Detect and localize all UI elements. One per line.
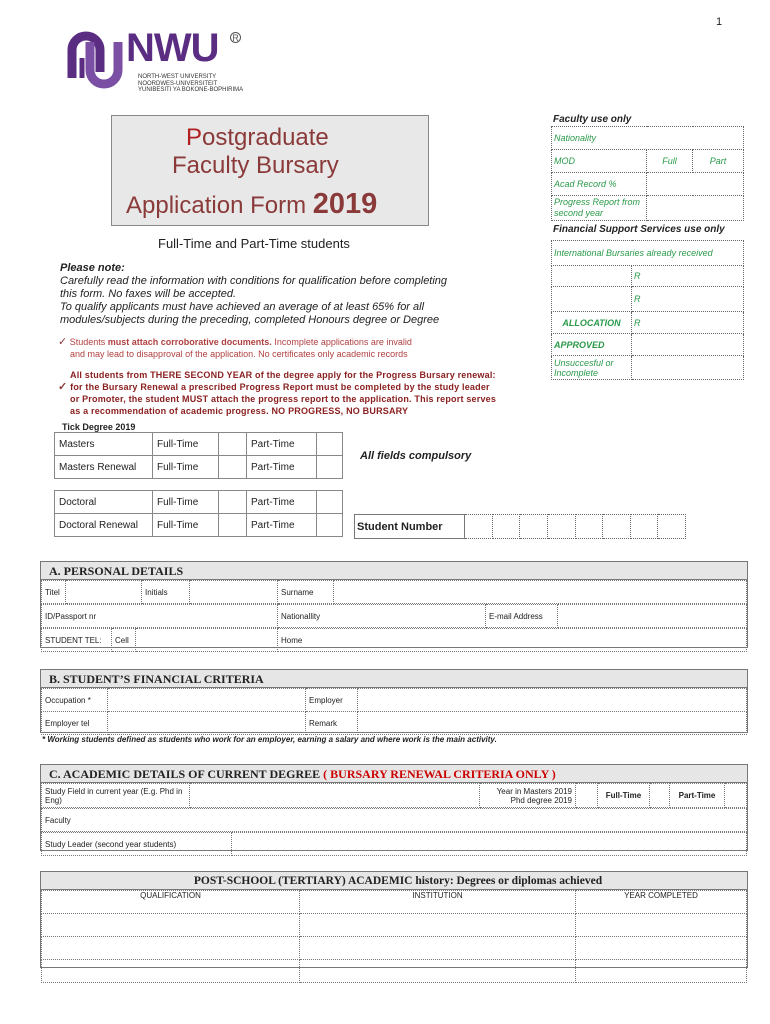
student-number-digit[interactable] bbox=[575, 515, 603, 539]
history-cell[interactable] bbox=[300, 937, 576, 960]
occupation-label: Occupation * bbox=[42, 689, 108, 712]
home-label: Home bbox=[278, 629, 747, 652]
year-label: Year in Masters 2019 Phd degree 2019 bbox=[480, 784, 576, 808]
masters-parttime: Part-Time bbox=[247, 433, 317, 456]
doctoral-renewal-pt-box[interactable] bbox=[317, 514, 343, 537]
study-field-input[interactable] bbox=[190, 784, 480, 808]
email-field[interactable] bbox=[558, 605, 747, 628]
student-number-digit[interactable] bbox=[520, 515, 548, 539]
employer-label: Employer bbox=[306, 689, 358, 712]
nationality-label: Nationality bbox=[552, 127, 744, 150]
doctoral-renewal-ft-box[interactable] bbox=[219, 514, 247, 537]
remark-label: Remark bbox=[306, 712, 358, 735]
initials-field[interactable] bbox=[190, 581, 278, 604]
student-number-digit[interactable] bbox=[547, 515, 575, 539]
section-personal-details bbox=[40, 561, 748, 648]
section-b-heading: B. STUDENT’S FINANCIAL CRITERIA bbox=[41, 670, 747, 688]
occupation-field[interactable] bbox=[108, 689, 306, 712]
masters-label: Masters bbox=[55, 433, 153, 456]
student-tel-label: STUDENT TEL: bbox=[42, 629, 112, 652]
masters-renewal-label: Masters Renewal bbox=[55, 456, 153, 479]
acad-record-field[interactable] bbox=[647, 173, 744, 196]
unsuccessful-label: Unsuccesful or Incomplete bbox=[552, 356, 632, 380]
history-cell[interactable] bbox=[300, 914, 576, 937]
history-cell[interactable] bbox=[42, 960, 300, 983]
bullet-documents: ✓ Students must attach corroborative documents. Incomplete applications are invalid and may lead to disapproval of the application. No certificates only academic records bbox=[58, 336, 412, 359]
check-icon: ✓ bbox=[58, 336, 68, 348]
surname-field[interactable] bbox=[334, 581, 747, 604]
mod-part[interactable]: Part bbox=[693, 150, 744, 173]
mod-full[interactable]: Full bbox=[647, 150, 693, 173]
student-number-digit[interactable] bbox=[658, 515, 686, 539]
doctoral-pt-box[interactable] bbox=[317, 491, 343, 514]
page-number: 1 bbox=[716, 16, 723, 28]
financial-use-title: Financial Support Services use only bbox=[553, 224, 725, 235]
qualification-header: QUALIFICATION bbox=[42, 891, 300, 914]
nationality-label-a: Nationallity bbox=[278, 605, 486, 628]
degree-table-top bbox=[54, 432, 343, 479]
parttime-label: Part-Time bbox=[670, 784, 725, 808]
masters-renewal-ft-box[interactable] bbox=[219, 456, 247, 479]
doctoral-fulltime: Full-Time bbox=[153, 491, 219, 514]
section-academic-details bbox=[40, 764, 748, 851]
cell-label: Cell bbox=[112, 629, 136, 652]
history-heading: POST-SCHOOL (TERTIARY) ACADEMIC history: Degrees or diplomas achieved bbox=[41, 872, 747, 890]
bullet-progress: All students from THERE SECOND YEAR of the degree apply for the Progress Bursary renewal: ✓ for the Bursary Renewal a prescribed Progress Report must be completed by the study leader or Promoter, the student MUST attach the progress report to the application. This report serves as a recommendation of academic progress. NO PROGRESS, NO BURSARY bbox=[58, 370, 497, 416]
id-passport-label: ID/Passport nr bbox=[42, 605, 278, 628]
study-field-label: Study Field in current year (E.g. Phd in Eng) bbox=[42, 784, 190, 808]
year-box[interactable] bbox=[576, 784, 598, 808]
doctoral-parttime: Part-Time bbox=[247, 491, 317, 514]
fulltime-box[interactable] bbox=[650, 784, 670, 808]
title-line-1: Postgraduate bbox=[186, 124, 329, 151]
tick-degree-title: Tick Degree 2019 bbox=[62, 422, 136, 432]
masters-pt-box[interactable] bbox=[317, 433, 343, 456]
student-number-digit[interactable] bbox=[630, 515, 658, 539]
approved-field[interactable] bbox=[632, 334, 744, 356]
student-number-digit[interactable] bbox=[465, 515, 493, 539]
allocation-field[interactable]: R bbox=[632, 312, 744, 334]
r-field-2[interactable]: R bbox=[632, 287, 744, 312]
history-cell[interactable] bbox=[576, 937, 747, 960]
financial-use-table bbox=[551, 240, 744, 380]
title-line-3: Application Form 2019 bbox=[126, 188, 378, 220]
doctoral-renewal-fulltime: Full-Time bbox=[153, 514, 219, 537]
student-number-digit[interactable] bbox=[603, 515, 631, 539]
check-icon: ✓ bbox=[58, 381, 68, 393]
initials-label: Initials bbox=[142, 581, 190, 604]
faculty-label: Faculty bbox=[42, 809, 747, 832]
faculty-use-table bbox=[551, 126, 744, 221]
student-number-label: Student Number bbox=[355, 515, 465, 539]
acad-record-label: Acad Record % bbox=[552, 173, 647, 196]
doctoral-renewal-parttime: Part-Time bbox=[247, 514, 317, 537]
history-cell[interactable] bbox=[42, 914, 300, 937]
institution-header: INSTITUTION bbox=[300, 891, 576, 914]
masters-renewal-fulltime: Full-Time bbox=[153, 456, 219, 479]
progress-report-field[interactable] bbox=[647, 196, 744, 221]
email-label: E-mail Address bbox=[486, 605, 558, 628]
subtitle: Full-Time and Part-Time students bbox=[158, 236, 350, 251]
section-c-heading: C. ACADEMIC DETAILS OF CURRENT DEGREE ( BURSARY RENEWAL CRITERIA ONLY ) bbox=[41, 765, 747, 783]
section-academic-history bbox=[40, 871, 748, 968]
doctoral-ft-box[interactable] bbox=[219, 491, 247, 514]
masters-renewal-pt-box[interactable] bbox=[317, 456, 343, 479]
masters-ft-box[interactable] bbox=[219, 433, 247, 456]
cell-field[interactable] bbox=[136, 629, 278, 652]
logo-subtext: NORTH-WEST UNIVERSITY NOORDWES-UNIVERSITEIT YUNIBESITI YA BOKONE-BOPHIRIMA bbox=[138, 74, 244, 93]
registered-mark: R bbox=[230, 32, 241, 43]
nwu-logo-icon bbox=[66, 28, 124, 92]
approved-label: APPROVED bbox=[552, 334, 632, 356]
faculty-use-title: Faculty use only bbox=[553, 114, 632, 125]
year-completed-header: YEAR COMPLETED bbox=[576, 891, 747, 914]
doctoral-label: Doctoral bbox=[55, 491, 153, 514]
progress-report-label: Progress Report from second year bbox=[552, 196, 647, 221]
remark-field[interactable] bbox=[358, 712, 747, 735]
mod-label: MOD bbox=[552, 150, 647, 173]
study-leader-field[interactable] bbox=[232, 833, 747, 856]
masters-renewal-parttime: Part-Time bbox=[247, 456, 317, 479]
history-cell[interactable] bbox=[576, 914, 747, 937]
history-cell[interactable] bbox=[42, 937, 300, 960]
fulltime-label: Full-Time bbox=[598, 784, 650, 808]
all-fields-compulsory: All fields compulsory bbox=[360, 450, 472, 462]
employer-field[interactable] bbox=[358, 689, 747, 712]
history-cell[interactable] bbox=[300, 960, 576, 983]
doctoral-renewal-label: Doctoral Renewal bbox=[55, 514, 153, 537]
titel-field[interactable] bbox=[66, 581, 142, 604]
employer-tel-field[interactable] bbox=[108, 712, 306, 735]
masters-fulltime: Full-Time bbox=[153, 433, 219, 456]
section-a-heading: A. PERSONAL DETAILS bbox=[41, 562, 747, 580]
employer-tel-label: Employer tel bbox=[42, 712, 108, 735]
allocation-label: ALLOCATION bbox=[552, 312, 632, 334]
unsuccessful-field[interactable] bbox=[632, 356, 744, 380]
r-field-1[interactable]: R bbox=[632, 266, 744, 287]
student-number-digit[interactable] bbox=[492, 515, 520, 539]
parttime-box[interactable] bbox=[725, 784, 747, 808]
degree-table-bottom bbox=[54, 490, 343, 537]
working-students-footnote: * Working students defined as students who work for an employer, earning a salary and where work is the main activity. bbox=[42, 735, 497, 744]
title-line-2: Faculty Bursary bbox=[172, 152, 339, 179]
surname-label: Surname bbox=[278, 581, 334, 604]
study-leader-label: Study Leader (second year students) bbox=[42, 833, 232, 856]
section-financial-criteria bbox=[40, 669, 748, 733]
intl-bursaries-label: International Bursaries already received bbox=[552, 241, 744, 266]
student-number-table bbox=[354, 514, 686, 539]
history-cell[interactable] bbox=[576, 960, 747, 983]
logo-wordmark: NWU bbox=[126, 26, 219, 70]
please-note: Please note: Carefully read the information with conditions for qualification before completing this form. No faxes will be accepted. To qualify applicants must have achieved an average of at least 65% for all modules/subjects during the preceding, completed Honours degree or Degree bbox=[60, 262, 448, 326]
titel-label: Titel bbox=[42, 581, 66, 604]
